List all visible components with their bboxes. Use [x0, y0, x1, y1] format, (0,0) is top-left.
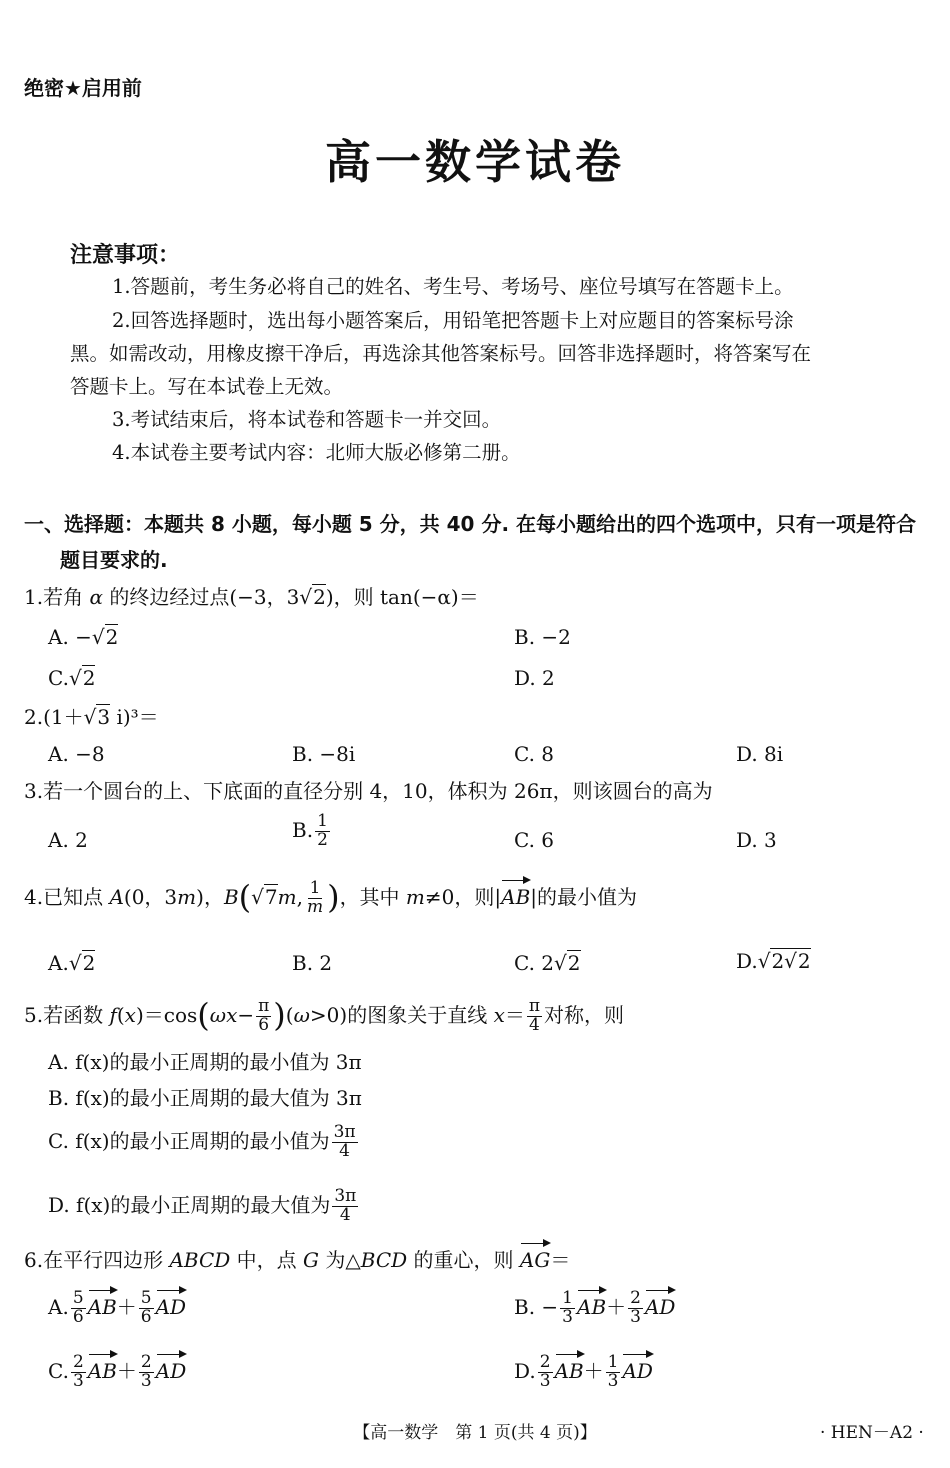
question-3-option-c: C. 6	[514, 828, 555, 852]
question-4-option-a: A.√2	[48, 951, 96, 975]
question-1-option-b: B. −2	[514, 625, 571, 649]
question-6-option-d: D. $\frac{2}{3}$ AB＋ $\frac{1}{3}$ AD	[514, 1352, 653, 1391]
exam-title: 高一数学试卷	[325, 135, 625, 189]
question-4-option-c: C. 2√2	[514, 951, 581, 975]
question-1-option-d: D. 2	[514, 666, 555, 690]
question-2-option-a: A. −8	[48, 742, 105, 766]
notice-item-2-line-2: 黑。如需改动，用橡皮擦干净后，再选涂其他答案标号。回答非选择题时，将答案写在	[70, 342, 812, 365]
notice-item-4: 4.本试卷主要考试内容：北师大版必修第二册。	[112, 441, 521, 464]
question-2-option-d: D. 8i	[736, 742, 784, 766]
question-3-option-a: A. 2	[48, 828, 88, 852]
question-4-stem: 4.已知点 A(0，3m)，B(√7m, $\frac{1}{m}$ )，其中 m≠0，则|AB|的最小值为	[24, 877, 638, 917]
notice-item-2-line-3: 答题卡上。写在本试卷上无效。	[70, 375, 344, 398]
vector-ab: AB	[501, 882, 530, 912]
question-6-stem: 6.在平行四边形 ABCD 中，点 G 为△BCD 的重心，则 AG＝	[24, 1245, 570, 1275]
question-5-stem: 5.若函数 f(x)＝cos(ωx− $\frac{\pi}{6}$ )(ω>0)的图象关于直线 x＝ $\frac{\pi}{4}$ 对称，则	[24, 995, 625, 1035]
page-footer: 【高一数学 第 1 页(共 4 页)】	[353, 1423, 597, 1443]
question-1-option-a: A. −√2	[48, 625, 119, 649]
question-6-option-b: B. − $\frac{1}{3}$ AB＋ $\frac{2}{3}$ AD	[514, 1288, 676, 1327]
question-2-stem: 2.(1＋√3 i)³＝	[24, 705, 159, 729]
question-6-option-c: C. $\frac{2}{3}$ AB＋ $\frac{2}{3}$ AD	[48, 1352, 187, 1391]
notice-item-2-line-1: 2.回答选择题时，选出每小题答案后，用铅笔把答题卡上对应题目的答案标号涂	[112, 309, 794, 332]
notice-item-3: 3.考试结束后，将本试卷和答题卡一并交回。	[112, 408, 502, 431]
question-3-option-d: D. 3	[736, 828, 777, 852]
question-5-option-a: A. f(x)的最小正周期的最小值为 3π	[48, 1050, 362, 1074]
section-heading: 一、选择题：本题共 8 小题，每小题 5 分，共 40 分. 在每小题给出的四个选项中，只有一项是符合	[24, 512, 917, 536]
section-heading-cont: 题目要求的.	[60, 548, 168, 572]
exam-code: · HEN－A2 ·	[820, 1423, 924, 1443]
question-3-option-b: B. $\frac{1}{2}$	[292, 811, 328, 850]
question-4-option-b: B. 2	[292, 951, 333, 975]
notice-item-1: 1.答题前，考生务必将自己的姓名、考生号、考场号、座位号填写在答题卡上。	[112, 275, 794, 298]
question-3-stem: 3.若一个圆台的上、下底面的直径分别 4，10，体积为 26π，则该圆台的高为	[24, 779, 713, 803]
question-5-option-c: C. f(x)的最小正周期的最小值为 $\frac{3\pi}{4}$	[48, 1122, 356, 1161]
question-2-option-c: C. 8	[514, 742, 555, 766]
question-6-option-a: A. $\frac{5}{6}$ AB＋ $\frac{5}{6}$ AD	[48, 1288, 187, 1327]
confidential-label: 绝密★启用前	[24, 76, 142, 100]
question-1-option-c: C.√2	[48, 666, 96, 690]
question-5-option-d: D. f(x)的最小正周期的最大值为 $\frac{3\pi}{4}$	[48, 1186, 357, 1225]
question-2-option-b: B. −8i	[292, 742, 356, 766]
question-1-stem: 1.若角 α 的终边经过点(−3，3√2)，则 tan(−α)＝	[24, 585, 479, 609]
question-5-option-b: B. f(x)的最小正周期的最大值为 3π	[48, 1086, 362, 1110]
question-4-option-d: D.√2√2	[736, 949, 811, 973]
vector-ag: AG	[520, 1245, 550, 1275]
notice-heading: 注意事项：	[70, 243, 181, 268]
